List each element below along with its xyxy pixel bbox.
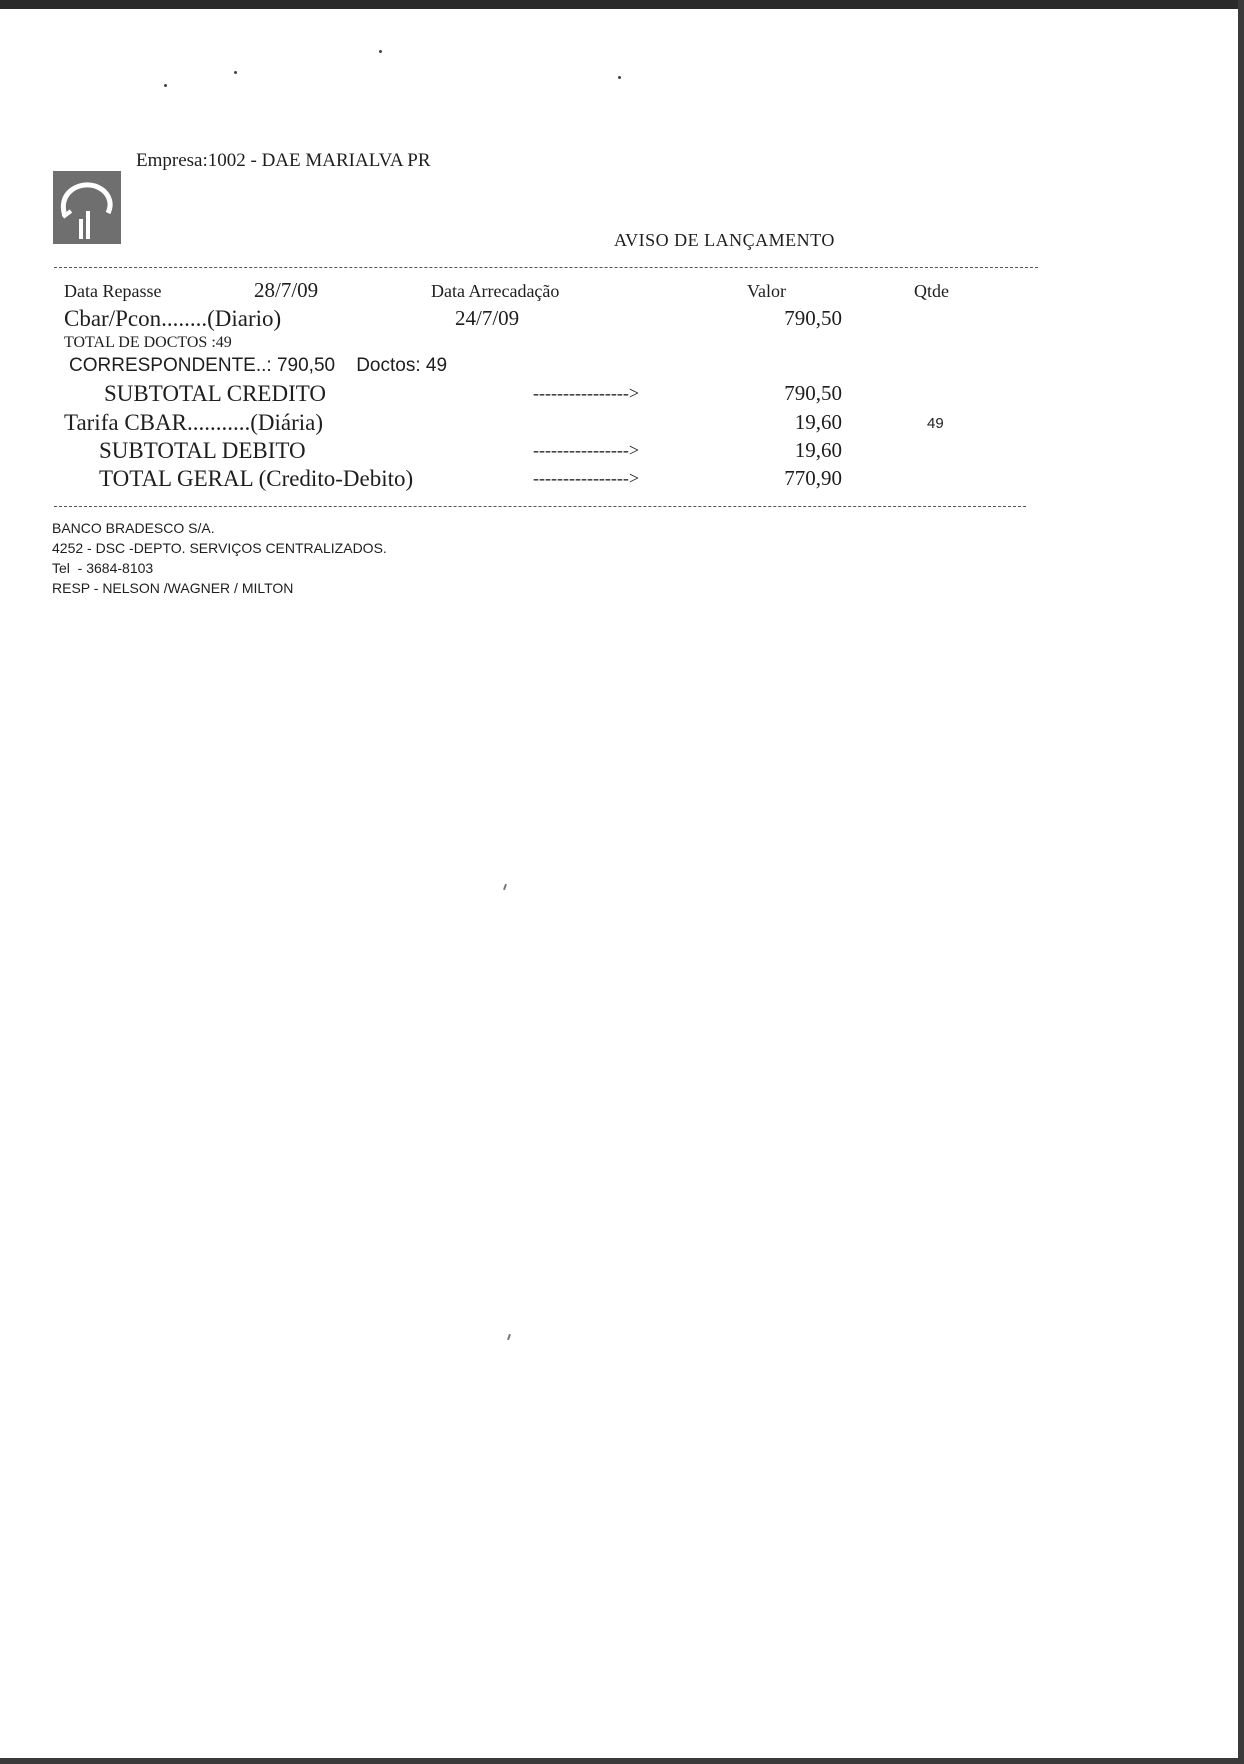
total-geral-label: TOTAL GERAL (Credito-Debito) (99, 466, 414, 491)
bottom-divider (54, 506, 1026, 507)
valor-label: Valor (747, 281, 786, 301)
footer-bank: BANCO BRADESCO S/A. (52, 520, 215, 536)
qtde-label: Qtde (914, 281, 949, 301)
subtotal-credito-arrow: ----------------> (533, 383, 640, 403)
tarifa-label: Tarifa CBAR...........(Diária) (64, 410, 323, 435)
company-name: Empresa:1002 - DAE MARIALVA PR (136, 150, 431, 171)
subtotal-credito-label: SUBTOTAL CREDITO (104, 381, 326, 406)
total-geral-value: 770,90 (784, 466, 842, 490)
cbar-row-date: 24/7/09 (455, 306, 520, 330)
footer-dept: 4252 - DSC -DEPTO. SERVIÇOS CENTRALIZADOS. (52, 540, 387, 556)
total-doctos: TOTAL DE DOCTOS :49 (64, 334, 232, 351)
scan-border-bottom (0, 1758, 1244, 1764)
cbar-row-value: 790,50 (784, 306, 842, 330)
scan-border-right (1238, 0, 1244, 1764)
subtotal-credito-value: 790,50 (784, 381, 842, 405)
bradesco-logo-icon (53, 171, 121, 244)
tarifa-qtde: 49 (927, 415, 944, 432)
data-arrecadacao-label: Data Arrecadação (431, 281, 560, 301)
scan-mark (503, 884, 507, 890)
data-repasse-value: 28/7/09 (254, 278, 319, 302)
scan-speck (164, 84, 167, 87)
scan-speck (234, 71, 237, 74)
top-divider (54, 267, 1038, 268)
subtotal-debito-arrow: ----------------> (533, 440, 640, 460)
scan-border-top (0, 0, 1244, 9)
cbar-row-label: Cbar/Pcon........(Diario) (64, 306, 282, 331)
subtotal-debito-value: 19,60 (794, 438, 842, 462)
footer-resp: RESP - NELSON /WAGNER / MILTON (52, 580, 294, 596)
document-title: AVISO DE LANÇAMENTO (614, 230, 835, 250)
tarifa-value: 19,60 (794, 410, 842, 434)
scan-mark (507, 1334, 511, 1340)
scan-speck (379, 50, 382, 53)
footer-tel: Tel - 3684-8103 (52, 560, 154, 576)
data-repasse-label: Data Repasse (64, 281, 162, 301)
subtotal-debito-label: SUBTOTAL DEBITO (99, 438, 306, 463)
scan-speck (618, 76, 621, 79)
correspondente-line: CORRESPONDENTE..: 790,50 Doctos: 49 (69, 355, 448, 376)
total-geral-arrow: ----------------> (533, 468, 640, 488)
